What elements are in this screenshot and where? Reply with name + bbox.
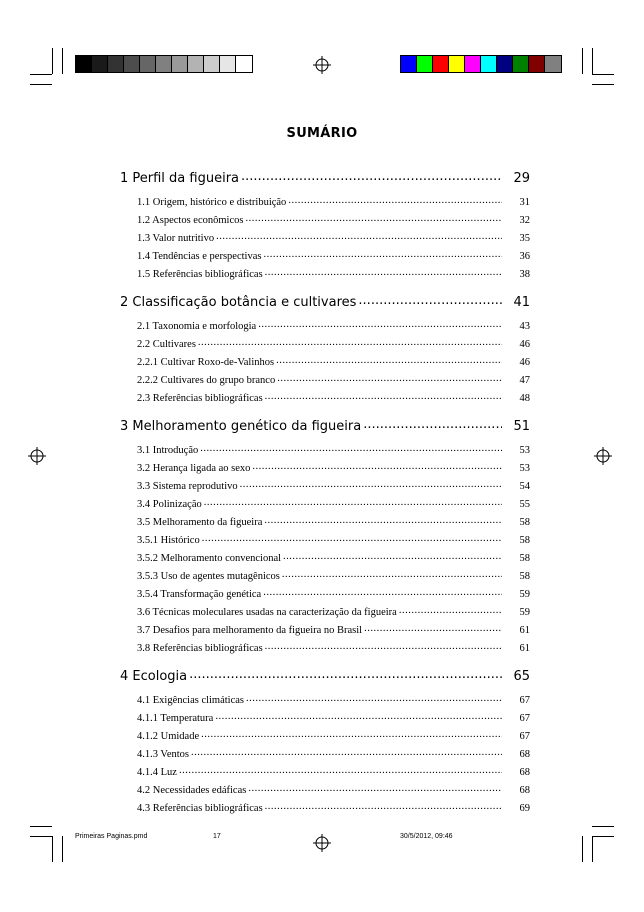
leader-dots (263, 587, 502, 598)
toc-entry-row[interactable] (120, 208, 530, 226)
toc-entry-page: 68 (519, 749, 530, 760)
toc-entry-row[interactable] (120, 262, 530, 280)
toc-entry-label: 4.1 Exigências climáticas (137, 695, 245, 706)
toc-chapter-page: 29 (513, 171, 530, 186)
leader-dots (248, 783, 502, 794)
color-swatch (545, 56, 561, 72)
toc-entry-page: 35 (519, 233, 530, 244)
toc-entry-page: 61 (519, 643, 530, 654)
color-swatch (433, 56, 449, 72)
toc-entry-page: 55 (519, 499, 530, 510)
toc-entry-row[interactable] (120, 438, 530, 456)
leader-dots (265, 801, 502, 812)
toc-entry-page: 58 (519, 517, 530, 528)
toc-chapter-label: 2 Classificação botância e cultivares (120, 295, 357, 310)
toc-entry-row[interactable] (120, 244, 530, 262)
crop-mark (52, 836, 53, 862)
toc-entry-label: 3.5.4 Transformação genética (137, 589, 262, 600)
color-swatch (124, 56, 140, 72)
leader-dots (246, 693, 502, 704)
crop-mark (592, 84, 614, 85)
footer-filename: Primeiras Paginas.pmd (75, 833, 148, 840)
toc-entry-row[interactable] (120, 386, 530, 404)
table-of-contents (120, 160, 530, 818)
crop-mark (62, 48, 63, 74)
toc-entry-label: 1.3 Valor nutritivo (137, 233, 215, 244)
toc-chapter-label: 3 Melhoramento genético da figueira (120, 419, 362, 434)
toc-entry-page: 46 (519, 339, 530, 350)
color-swatch (465, 56, 481, 72)
toc-entry-row[interactable] (120, 742, 530, 760)
toc-entry-page: 32 (519, 215, 530, 226)
toc-entry-label: 3.1 Introdução (137, 445, 199, 456)
color-swatch (156, 56, 172, 72)
toc-entry-page: 47 (519, 375, 530, 386)
leader-dots (179, 765, 502, 776)
color-swatch (497, 56, 513, 72)
footer-page-number: 17 (213, 833, 221, 840)
crop-mark (30, 74, 52, 75)
toc-entry-page: 36 (519, 251, 530, 262)
registration-mark-icon (594, 447, 612, 465)
toc-entry-row[interactable] (120, 226, 530, 244)
crop-mark (592, 836, 593, 862)
toc-chapter-row[interactable] (120, 284, 530, 310)
toc-entry-row[interactable] (120, 796, 530, 814)
leader-dots (258, 319, 502, 330)
toc-entry-page: 67 (519, 731, 530, 742)
color-swatch (417, 56, 433, 72)
leader-dots (215, 711, 502, 722)
toc-entry-page: 68 (519, 767, 530, 778)
toc-entry-label: 4.1.3 Ventos (137, 749, 190, 760)
toc-entry-page: 68 (519, 785, 530, 796)
crop-mark (62, 836, 63, 862)
toc-entry-page: 53 (519, 463, 530, 474)
toc-entry-label: 3.5.1 Histórico (137, 535, 200, 546)
toc-entry-row[interactable] (120, 636, 530, 654)
toc-chapter-label: 1 Perfil da figueira (120, 171, 240, 186)
leader-dots (282, 569, 502, 580)
toc-entry-label: 2.2.1 Cultivar Roxo-de-Valinhos (137, 357, 275, 368)
leader-dots (200, 443, 502, 454)
toc-entry-page: 43 (519, 321, 530, 332)
toc-entry-page: 46 (519, 357, 530, 368)
color-swatch (204, 56, 220, 72)
leader-dots (216, 231, 502, 242)
page-title: SUMÁRIO (286, 126, 358, 141)
leader-dots (202, 533, 502, 544)
leader-dots (358, 293, 502, 308)
toc-entry-row[interactable] (120, 724, 530, 742)
toc-entry-label: 4.1.1 Temperatura (137, 713, 214, 724)
color-swatch (188, 56, 204, 72)
toc-entry-label: 1.4 Tendências e perspectivas (137, 251, 262, 262)
leader-dots (283, 551, 502, 562)
toc-entry-page: 31 (519, 197, 530, 208)
toc-entry-page: 53 (519, 445, 530, 456)
toc-entry-label: 3.6 Técnicas moleculares usadas na caracterização da figueira (137, 607, 397, 618)
toc-entry-row[interactable] (120, 688, 530, 706)
color-swatch (513, 56, 529, 72)
toc-entry-label: 2.1 Taxonomia e morfologia (137, 321, 257, 332)
toc-entry-label: 3.7 Desafios para melhoramento da figueira no Brasil (137, 625, 363, 636)
toc-entry-page: 59 (519, 589, 530, 600)
process-color-bar (400, 55, 562, 73)
color-swatch (449, 56, 465, 72)
toc-entry-row[interactable] (120, 350, 530, 368)
toc-entry-row[interactable] (120, 582, 530, 600)
toc-entry-page: 58 (519, 535, 530, 546)
crop-mark (30, 84, 52, 85)
toc-entry-row[interactable] (120, 474, 530, 492)
toc-entry-page: 48 (519, 393, 530, 404)
toc-entry-row[interactable] (120, 706, 530, 724)
toc-chapter-page: 51 (513, 419, 530, 434)
leader-dots (363, 417, 502, 432)
footer-timestamp: 30/5/2012, 09:46 (400, 833, 453, 840)
toc-entry-row[interactable] (120, 760, 530, 778)
color-swatch (401, 56, 417, 72)
toc-entry-page: 58 (519, 571, 530, 582)
toc-entry-label: 3.8 Referências bibliográficas (137, 643, 263, 654)
toc-entry-row[interactable] (120, 314, 530, 332)
toc-entry-page: 69 (519, 803, 530, 814)
crop-mark (592, 48, 593, 74)
leader-dots (204, 497, 502, 508)
toc-entry-label: 2.2.2 Cultivares do grupo branco (137, 375, 276, 386)
toc-entry-row[interactable] (120, 564, 530, 582)
toc-chapter-label: 4 Ecologia (120, 669, 188, 684)
crop-mark (30, 826, 52, 827)
toc-entry-page: 54 (519, 481, 530, 492)
leader-dots (265, 391, 502, 402)
toc-chapter-page: 65 (513, 669, 530, 684)
toc-entry-row[interactable] (120, 778, 530, 796)
toc-entry-label: 3.5.3 Uso de agentes mutagênicos (137, 571, 280, 582)
toc-entry-row[interactable] (120, 332, 530, 350)
toc-entry-row[interactable] (120, 510, 530, 528)
leader-dots (252, 461, 502, 472)
toc-entry-label: 3.3 Sistema reprodutivo (137, 481, 238, 492)
toc-entry-page: 67 (519, 695, 530, 706)
toc-entry-row[interactable] (120, 190, 530, 208)
toc-entry-page: 58 (519, 553, 530, 564)
leader-dots (265, 267, 502, 278)
leader-dots (277, 373, 502, 384)
toc-entry-label: 1.2 Aspectos econômicos (137, 215, 244, 226)
color-swatch (220, 56, 236, 72)
leader-dots (265, 641, 502, 652)
toc-entry-row[interactable] (120, 368, 530, 386)
color-swatch (92, 56, 108, 72)
toc-chapter-row[interactable] (120, 658, 530, 684)
color-swatch (236, 56, 252, 72)
registration-mark-icon (28, 447, 46, 465)
leader-dots (264, 515, 502, 526)
registration-mark-icon (313, 56, 331, 74)
leader-dots (191, 747, 502, 758)
grayscale-color-bar (75, 55, 253, 73)
toc-entry-label: 2.3 Referências bibliográficas (137, 393, 263, 404)
toc-entry-row[interactable] (120, 456, 530, 474)
color-swatch (172, 56, 188, 72)
toc-entry-label: 2.2 Cultivares (137, 339, 196, 350)
color-swatch (108, 56, 124, 72)
toc-entry-page: 67 (519, 713, 530, 724)
toc-entry-page: 38 (519, 269, 530, 280)
crop-mark (592, 836, 614, 837)
toc-entry-row[interactable] (120, 546, 530, 564)
toc-entry-label: 3.5 Melhoramento da figueira (137, 517, 263, 528)
leader-dots (240, 479, 502, 490)
toc-entry-label: 3.2 Herança ligada ao sexo (137, 463, 251, 474)
toc-chapter-row[interactable] (120, 408, 530, 434)
leader-dots (245, 213, 502, 224)
toc-entry-page: 61 (519, 625, 530, 636)
crop-mark (582, 48, 583, 74)
leader-dots (399, 605, 502, 616)
color-swatch (140, 56, 156, 72)
toc-entry-row[interactable] (120, 528, 530, 546)
toc-entry-label: 3.4 Polinização (137, 499, 202, 510)
toc-entry-label: 4.2 Necessidades edáficas (137, 785, 247, 796)
toc-entry-label: 4.1.2 Umidade (137, 731, 200, 742)
toc-entry-label: 1.1 Origem, histórico e distribuição (137, 197, 287, 208)
toc-entry-label: 4.3 Referências bibliográficas (137, 803, 263, 814)
toc-entry-row[interactable] (120, 618, 530, 636)
leader-dots (241, 169, 502, 184)
toc-entry-row[interactable] (120, 492, 530, 510)
leader-dots (201, 729, 502, 740)
leader-dots (198, 337, 502, 348)
toc-chapter-page: 41 (513, 295, 530, 310)
color-swatch (76, 56, 92, 72)
leader-dots (288, 195, 502, 206)
toc-chapter-row[interactable] (120, 160, 530, 186)
registration-mark-icon (313, 834, 331, 852)
leader-dots (364, 623, 502, 634)
toc-entry-label: 1.5 Referências bibliográficas (137, 269, 263, 280)
crop-mark (592, 74, 614, 75)
color-swatch (481, 56, 497, 72)
toc-entry-row[interactable] (120, 600, 530, 618)
toc-entry-label: 3.5.2 Melhoramento convencional (137, 553, 282, 564)
crop-mark (582, 836, 583, 862)
crop-mark (592, 826, 614, 827)
leader-dots (276, 355, 502, 366)
crop-mark (30, 836, 52, 837)
leader-dots (189, 667, 502, 682)
toc-entry-page: 59 (519, 607, 530, 618)
toc-entry-label: 4.1.4 Luz (137, 767, 177, 778)
leader-dots (263, 249, 502, 260)
crop-mark (52, 48, 53, 74)
color-swatch (529, 56, 545, 72)
